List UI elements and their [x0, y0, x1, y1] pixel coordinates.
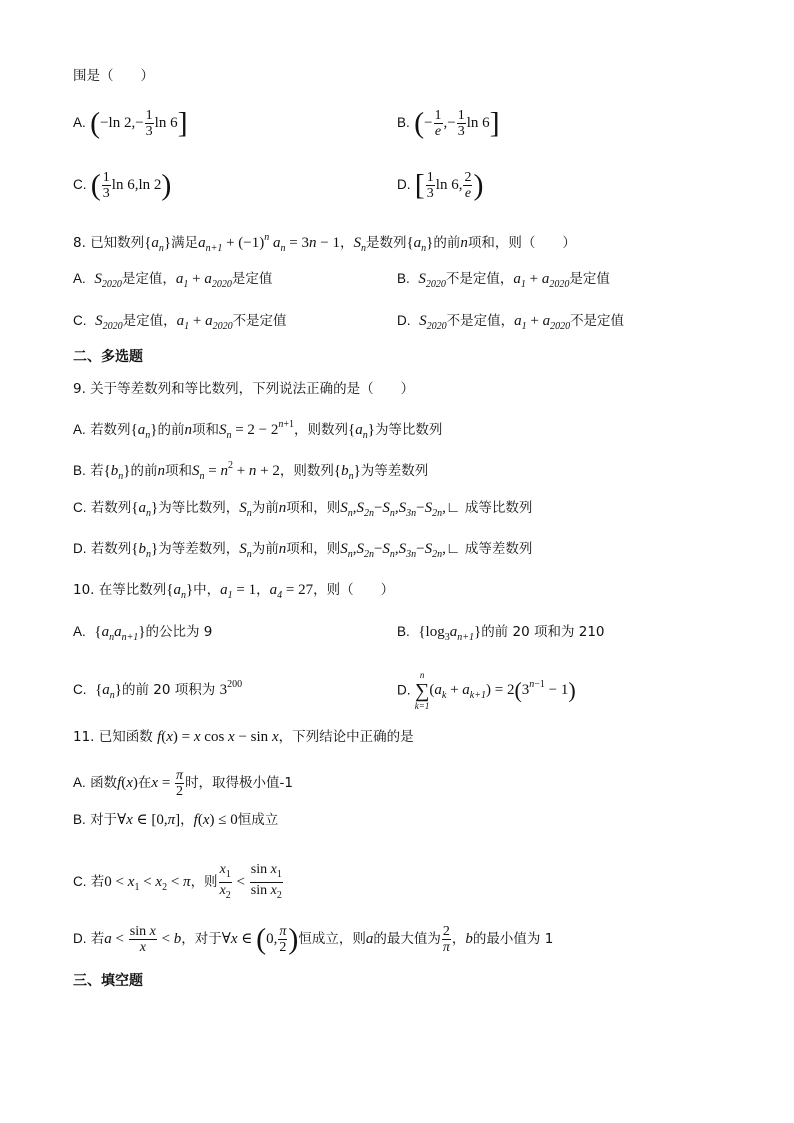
q11-option-a: A. 函数f(x)在x = $\frac{\pi}{2}$ 时，取得极小值-1	[73, 768, 294, 799]
section-heading-multiple-choice: 二、多选题	[73, 349, 143, 365]
q7-option-b: B. (− $\frac{1}{e}$ ,− $\frac{1}{3}$ ln 6]	[397, 106, 500, 140]
q8-option-b: B. $S_{2020}$不是定值，$a_1 + a_{2020}$是定值	[397, 271, 610, 290]
q7-option-a: A. (−ln 2,− $\frac{1}{3}$ ln 6]	[73, 106, 188, 140]
q11-option-d: D. 若a < $\frac{\text{sin x}}{x}$ < b，对于∀x ∈ (0, $\frac{\pi}{2}$ )恒成立，则a的最大值为 $\frac{2}{\pi}$ ，b的最小值为 1	[73, 922, 554, 956]
q9-option-b: B. 若$\{b_n\}$的前n项和$S_n = n^2 + n + 2$，则数列$\{b_n\}$为等差数列	[73, 460, 429, 482]
q10-option-b: B. $\{\log_3a_{n+1}\}$的前 20 项和为 210	[397, 624, 605, 643]
q9-option-c: C. 若数列$\{a_n\}$为等比数列，$S_n$为前n项和，则$S_n,S_{2n}-S_n,S_{3n}-S_{2n},∟$ 成等比数列	[73, 500, 533, 519]
q8-stem: 8. 已知数列$\{a_n\}$满足$a_{n+1} + (-1)^n$ $a_n = 3n - 1$，$S_n$是数列$\{a_n\}$的前n项和，则（ ）	[73, 232, 576, 254]
section-heading-fill-in: 三、填空题	[73, 973, 143, 989]
q11-option-c: C. 若$0 < x_1 < x_2 < \pi$，则 $\frac{x_1}{x_2}$ < $\frac{\sin x_1}{\sin x_2}$	[73, 862, 282, 901]
q9-option-a: A. 若数列$\{a_n\}$的前n项和$S_n = 2 - 2^{n+1}$，则数列$\{a_n\}$为等比数列	[73, 419, 443, 441]
q10-option-a: A. $\{a_na_{n+1}\}$的公比为 9	[73, 624, 213, 643]
q8-option-a: A. $S_{2020}$是定值，$a_1 + a_{2020}$是定值	[73, 271, 273, 290]
q7-option-d: D. [ $\frac{1}{3}$ ln 6, $\frac{2}{e}$ )	[397, 168, 484, 202]
q10-option-c: C. $\{a_n\}$的前 20 项积为 $3^{200}$	[73, 679, 243, 701]
q9-stem: 9. 关于等差数列和等比数列，下列说法正确的是（ ）	[73, 381, 415, 397]
q11-stem: 11. 已知函数 f(x) = x cos x − sin x，下列结论中正确的是	[73, 729, 414, 745]
q7-option-c: C. ( $\frac{1}{3}$ ln 6,ln 2)	[73, 168, 172, 202]
q10-stem: 10. 在等比数列$\{a_n\}$中，$a_1 = 1$，$a_4 = 27$，则（ ）	[73, 582, 395, 601]
q11-option-b: B. 对于∀x ∈ [0,π]，f(x) ≤ 0恒成立	[73, 812, 279, 828]
q7-tail: 围是（ ）	[73, 68, 154, 84]
q10-option-d: D. n ∑ k=1 $(a_k + a_{k+1}) = 2(3^{n-1} - 1)$	[397, 670, 576, 711]
q8-option-c: C. $S_{2020}$是定值，$a_1 + a_{2020}$不是定值	[73, 313, 287, 332]
q8-option-d: D. $S_{2020}$不是定值，$a_1 + a_{2020}$不是定值	[397, 313, 625, 332]
q9-option-d: D. 若数列$\{b_n\}$为等差数列，$S_n$为前n项和，则$S_n,S_{2n}-S_n,S_{3n}-S_{2n},∟$ 成等差数列	[73, 541, 533, 560]
